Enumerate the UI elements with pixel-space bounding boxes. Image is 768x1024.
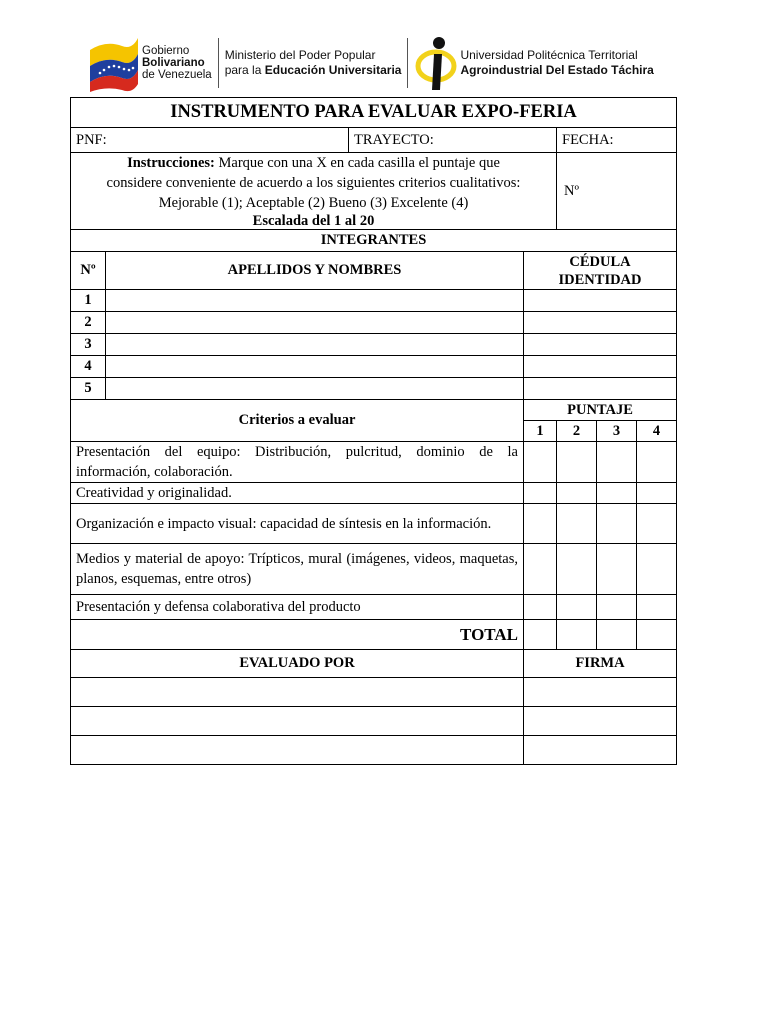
- criteria-header: Criterios a evaluar: [71, 400, 524, 442]
- fecha-field[interactable]: [557, 128, 677, 153]
- form-number-field[interactable]: [557, 153, 677, 230]
- score-cell-2[interactable]: [557, 442, 597, 483]
- evaluator-name-field[interactable]: [71, 736, 524, 765]
- score-cell-4[interactable]: [637, 442, 677, 483]
- evaluator-signature-field[interactable]: [524, 707, 677, 736]
- criterion-row: [71, 483, 677, 504]
- total-cell-3[interactable]: [597, 620, 637, 650]
- criteria-header-row: [71, 400, 677, 421]
- header-banner: [88, 33, 676, 93]
- university-logo-block: [414, 34, 653, 92]
- score-cell-2[interactable]: [557, 483, 597, 504]
- fecha-label: FECHA:: [562, 131, 614, 148]
- member-number: 4: [71, 356, 106, 378]
- evaluated-by-header: EVALUADO POR: [71, 650, 524, 678]
- score-cell-3[interactable]: [597, 442, 637, 483]
- criterion-label: Medios y material de apoyo: Trípticos, mural (imágenes, videos, maquetas, planos, esquemas, entre otros): [71, 544, 524, 595]
- score-cell-4[interactable]: [637, 544, 677, 595]
- trayecto-label: TRAYECTO:: [354, 131, 434, 148]
- member-id-field[interactable]: [524, 378, 677, 400]
- total-cell-2[interactable]: [557, 620, 597, 650]
- member-row: [71, 290, 677, 312]
- gov-line-3: de Venezuela: [142, 69, 212, 81]
- score-cell-2[interactable]: [557, 504, 597, 544]
- member-id-field[interactable]: [524, 290, 677, 312]
- score-column-4: 4: [637, 421, 677, 442]
- evaluator-row: [71, 707, 677, 736]
- member-number: 1: [71, 290, 106, 312]
- title-row: [71, 98, 677, 128]
- evaluator-row: [71, 678, 677, 707]
- instructions-cell: [71, 153, 557, 230]
- member-number-header: Nº: [71, 252, 106, 290]
- scale-text: Escalada del 1 al 20: [252, 213, 375, 229]
- member-row: [71, 378, 677, 400]
- university-line-2: Agroindustrial Del Estado Táchira: [460, 63, 654, 77]
- criterion-row: [71, 595, 677, 620]
- score-cell-3[interactable]: [597, 504, 637, 544]
- total-cell-4[interactable]: [637, 620, 677, 650]
- member-names-header: APELLIDOS Y NOMBRES: [106, 252, 524, 290]
- header-divider: [218, 38, 219, 88]
- integrantes-header: INTEGRANTES: [71, 230, 677, 252]
- ministry-line-1: Ministerio del Poder Popular: [224, 48, 376, 62]
- instructions-row: [71, 153, 677, 230]
- university-line-1: Universidad Politécnica Territorial: [460, 48, 638, 62]
- pnf-field[interactable]: [71, 128, 349, 153]
- member-id-field[interactable]: [524, 312, 677, 334]
- score-cell-3[interactable]: [597, 595, 637, 620]
- government-name: [142, 45, 212, 81]
- gov-line-2: Bolivariano: [142, 57, 205, 69]
- evaluator-name-field[interactable]: [71, 678, 524, 707]
- evaluation-form-table: [70, 97, 677, 765]
- total-label: TOTAL: [71, 620, 524, 650]
- member-row: [71, 312, 677, 334]
- score-cell-1[interactable]: [524, 544, 557, 595]
- score-cell-1[interactable]: [524, 504, 557, 544]
- criterion-label: Presentación del equipo: Distribución, pulcritud, dominio de la información, colaboración.: [71, 442, 524, 483]
- total-cell-1[interactable]: [524, 620, 557, 650]
- member-name-field[interactable]: [106, 356, 524, 378]
- score-cell-2[interactable]: [557, 544, 597, 595]
- criterion-row: [71, 504, 677, 544]
- member-id-field[interactable]: [524, 356, 677, 378]
- ministry-name: [225, 48, 402, 78]
- member-name-field[interactable]: [106, 290, 524, 312]
- member-name-field[interactable]: [106, 312, 524, 334]
- score-cell-3[interactable]: [597, 483, 637, 504]
- score-cell-1[interactable]: [524, 483, 557, 504]
- evaluator-signature-field[interactable]: [524, 678, 677, 707]
- score-cell-1[interactable]: [524, 595, 557, 620]
- university-name: [460, 48, 653, 78]
- score-cell-4[interactable]: [637, 595, 677, 620]
- venezuela-flag-logo: [88, 34, 140, 92]
- score-header: PUNTAJE: [524, 400, 677, 421]
- score-cell-2[interactable]: [557, 595, 597, 620]
- evaluator-row: [71, 736, 677, 765]
- score-column-2: 2: [557, 421, 597, 442]
- form-title: INSTRUMENTO PARA EVALUAR EXPO-FERIA: [71, 98, 677, 128]
- criterion-row: [71, 544, 677, 595]
- instructions-text-2: considere conveniente de acuerdo a los siguientes criterios cualitativos:: [106, 175, 521, 191]
- signature-header: FIRMA: [524, 650, 677, 678]
- score-column-3: 3: [597, 421, 637, 442]
- evaluator-name-field[interactable]: [71, 707, 524, 736]
- criterion-row: [71, 442, 677, 483]
- member-number: 2: [71, 312, 106, 334]
- government-logo-block: [88, 33, 212, 93]
- score-cell-3[interactable]: [597, 544, 637, 595]
- trayecto-field[interactable]: [349, 128, 557, 153]
- university-logo-icon: [414, 34, 460, 92]
- member-name-field[interactable]: [106, 334, 524, 356]
- criterion-label: Presentación y defensa colaborativa del producto: [71, 595, 524, 620]
- instructions-text-1: Marque con una X en cada casilla el puntaje que: [214, 155, 500, 171]
- criterion-label: Creatividad y originalidad.: [71, 483, 524, 504]
- score-column-1: 1: [524, 421, 557, 442]
- evaluator-signature-field[interactable]: [524, 736, 677, 765]
- ministry-line-2-prefix: para la: [224, 63, 265, 77]
- pnf-row: [71, 128, 677, 153]
- pnf-label: PNF:: [76, 131, 107, 148]
- score-cell-1[interactable]: [524, 442, 557, 483]
- member-row: [71, 334, 677, 356]
- members-header-row: [71, 252, 677, 290]
- member-number: 5: [71, 378, 106, 400]
- integrantes-header-row: [71, 230, 677, 252]
- instructions-text-3: Mejorable (1); Aceptable (2) Bueno (3) Excelente (4): [158, 195, 469, 211]
- total-row: [71, 620, 677, 650]
- gov-line-1: Gobierno: [142, 45, 190, 57]
- ministry-line-2-bold: Educación Universitaria: [264, 63, 402, 77]
- signature-header-row: [71, 650, 677, 678]
- member-id-field[interactable]: [524, 334, 677, 356]
- score-cell-4[interactable]: [637, 504, 677, 544]
- criterion-label: Organización e impacto visual: capacidad de síntesis en la información.: [71, 504, 524, 544]
- member-number: 3: [71, 334, 106, 356]
- form-number-label: Nº: [564, 182, 579, 199]
- member-row: [71, 356, 677, 378]
- header-divider: [407, 38, 408, 88]
- instructions-bold: Instrucciones:: [127, 155, 215, 171]
- member-name-field[interactable]: [106, 378, 524, 400]
- score-cell-4[interactable]: [637, 483, 677, 504]
- member-id-header: CÉDULA IDENTIDAD: [524, 252, 677, 290]
